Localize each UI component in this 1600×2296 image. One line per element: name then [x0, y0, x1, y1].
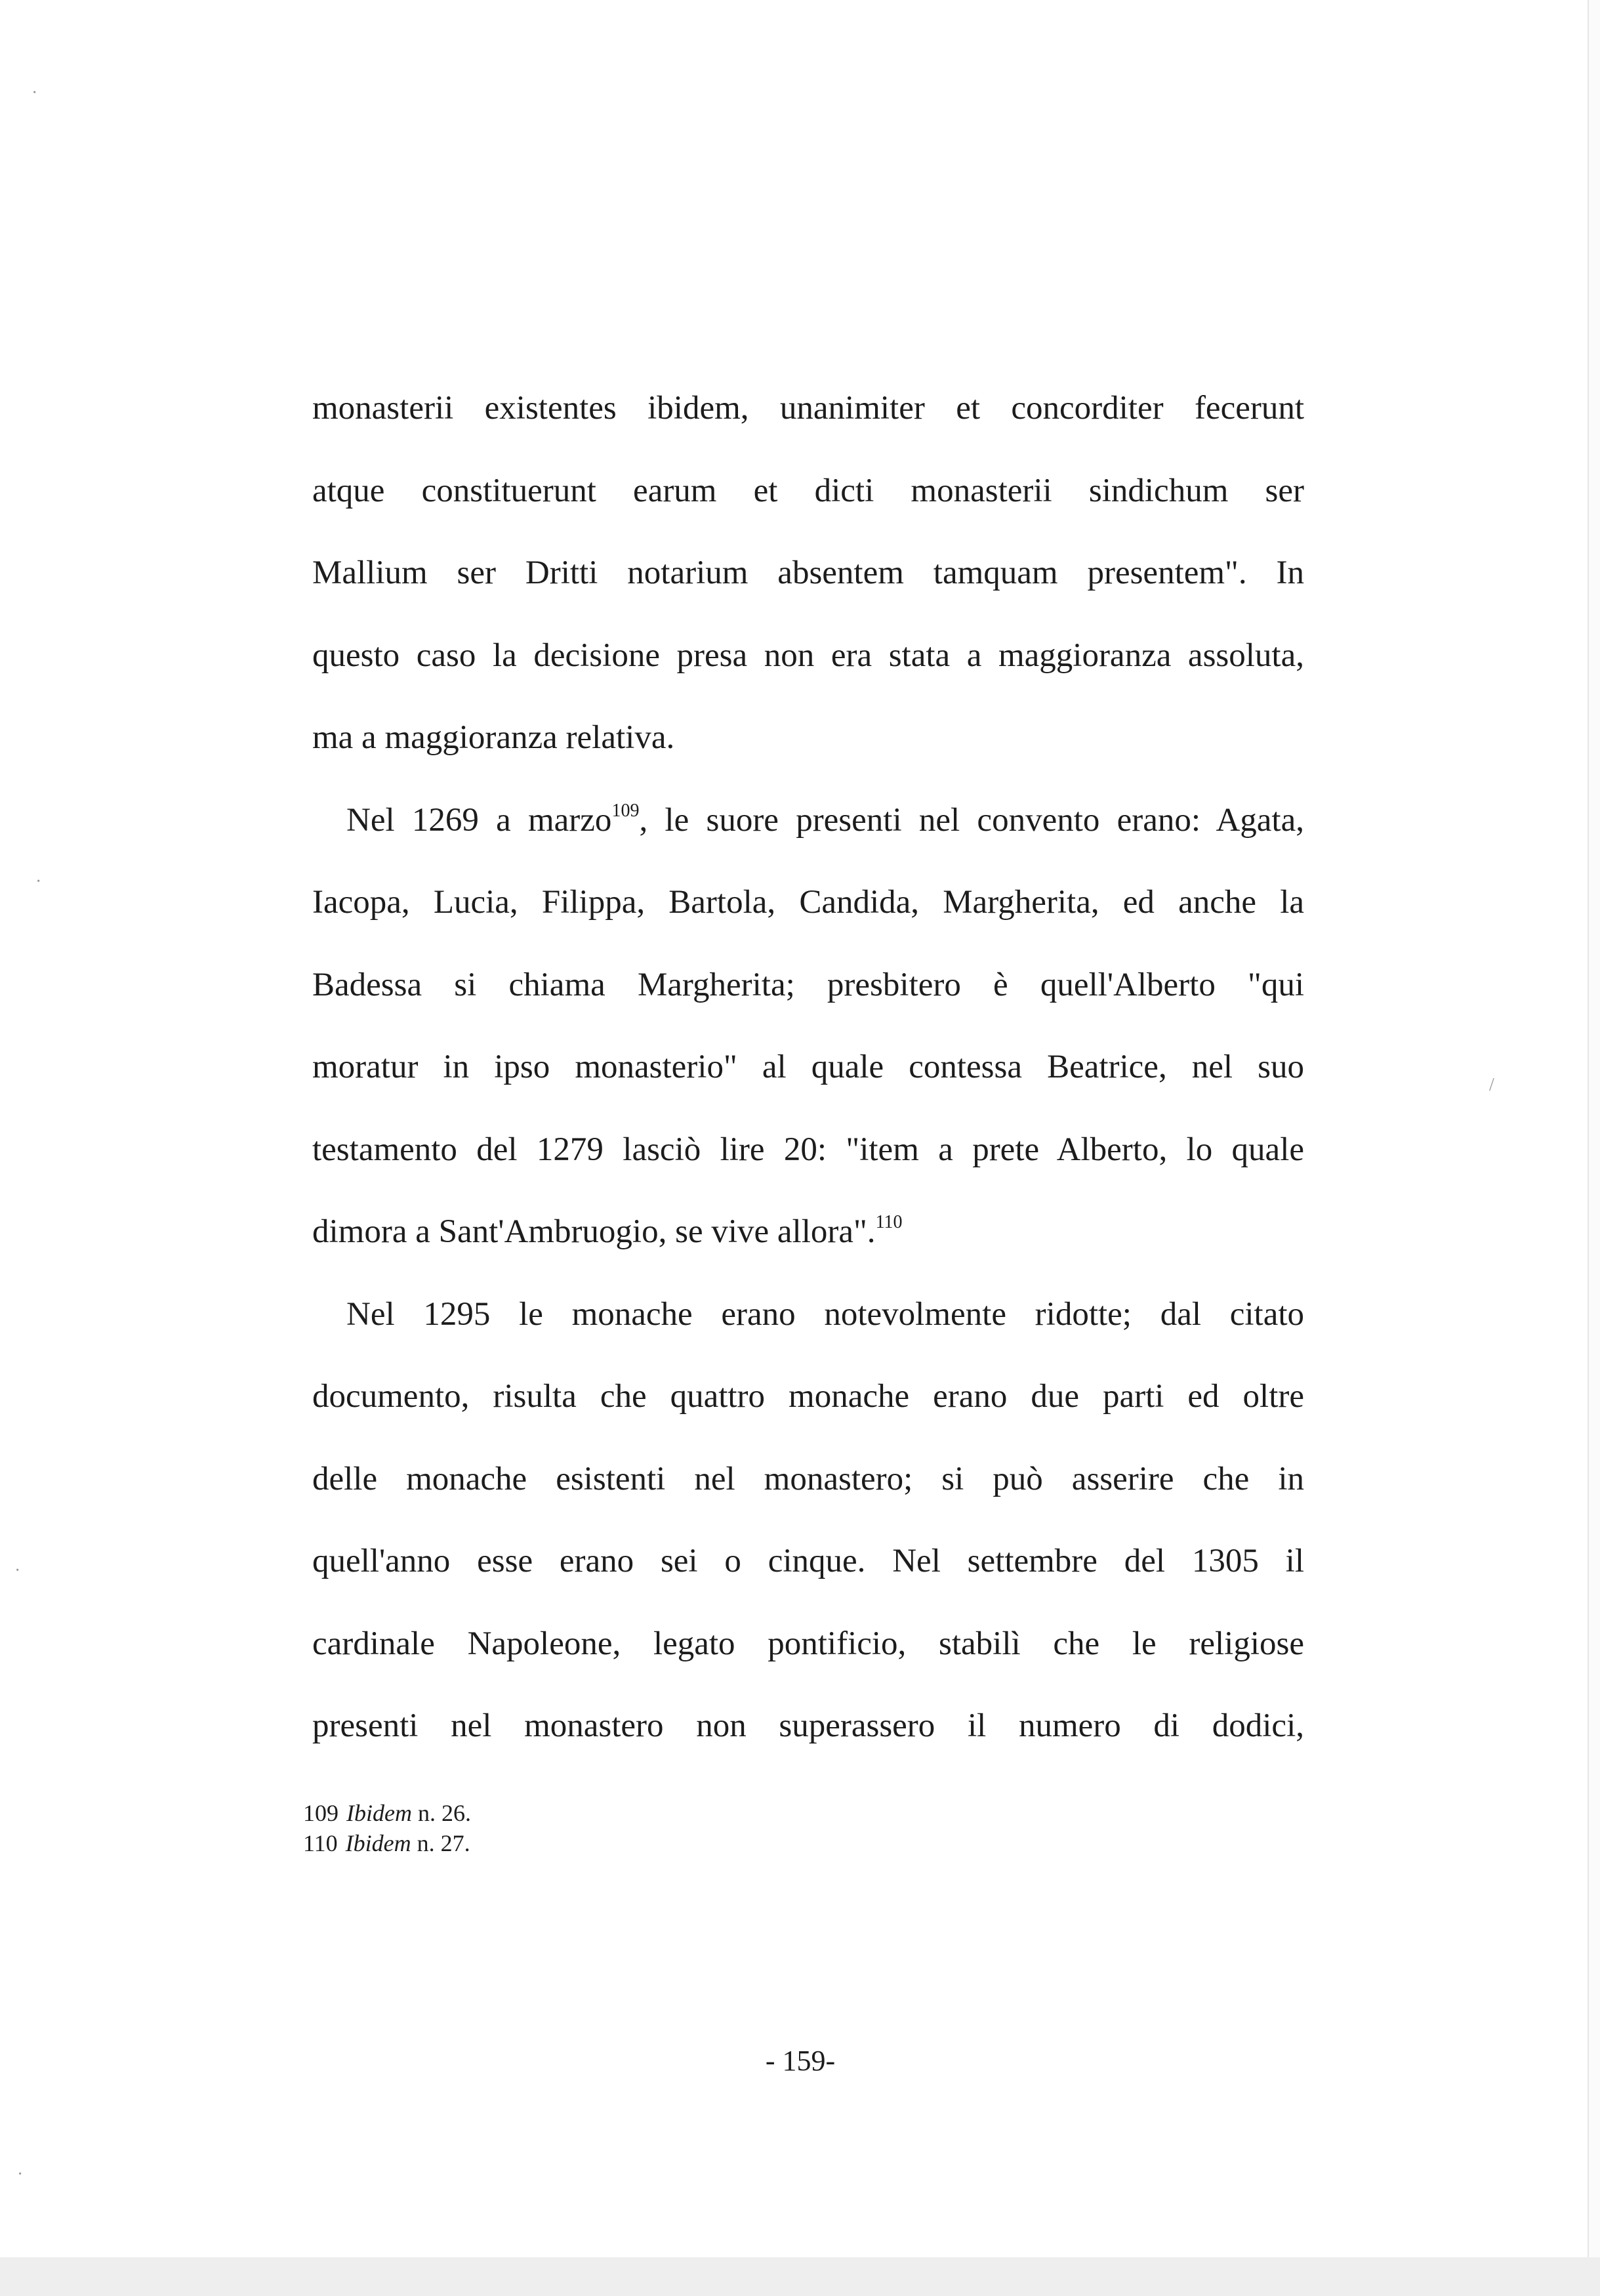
- scan-speck: ·: [17, 2164, 24, 2184]
- footnote-source: Ibidem: [345, 1830, 411, 1856]
- scan-speck: /: [1489, 1075, 1494, 1095]
- text-line: presenti nel monastero non superassero il numero di dodici,: [312, 1707, 1304, 1744]
- text-line: ma a maggioranza relativa.: [312, 719, 675, 756]
- scan-speck: ·: [35, 871, 42, 892]
- scan-edge-bottom: [0, 2257, 1600, 2296]
- footnotes: [303, 1798, 893, 1858]
- text-line: Badessa si chiama Margherita; presbitero è quell'Alberto "qui: [312, 966, 1304, 1003]
- text-line: Nel 1295 le monache erano notevolmente ridotte; dal citato: [346, 1295, 1304, 1333]
- footnote-text: n. 27.: [411, 1830, 470, 1856]
- footnote-text: n. 26.: [411, 1800, 471, 1826]
- scan-edge-right: [1588, 0, 1600, 2257]
- footnote-ref: 110: [875, 1212, 903, 1232]
- footnote-number: 110: [303, 1830, 338, 1856]
- text-line: atque constituerunt earum et dicti monasterii sindichum ser: [312, 472, 1304, 509]
- scan-speck: ·: [31, 83, 38, 103]
- body-text: [312, 367, 1304, 1768]
- text-line: [312, 780, 1304, 862]
- text-line: Iacopa, Lucia, Filippa, Bartola, Candida, Margherita, ed anche la: [312, 884, 1304, 921]
- text-fragment: Nel 1269 a marzo: [346, 801, 612, 839]
- text-line: [312, 1191, 1304, 1274]
- text-line: delle monache esistenti nel monastero; si può asserire che in: [312, 1460, 1304, 1497]
- text-line: moratur in ipso monasterio" al quale contessa Beatrice, nel suo: [312, 1049, 1304, 1085]
- page-number: - 159-: [765, 2045, 836, 2077]
- footnote: [303, 1828, 893, 1858]
- footnote: [303, 1798, 893, 1828]
- footnote-source: Ibidem: [346, 1800, 412, 1826]
- text-line: Mallium ser Dritti notarium absentem tamquam presentem". In: [312, 554, 1304, 591]
- text-fragment: dimora a Sant'Ambruogio, se vive allora".: [312, 1213, 876, 1250]
- text-line: quell'anno esse erano sei o cinque. Nel settembre del 1305 il: [312, 1543, 1304, 1579]
- text-line: testamento del 1279 lasciò lire 20: "item a prete Alberto, lo quale: [312, 1131, 1304, 1168]
- text-line: documento, risulta che quattro monache erano due parti ed oltre: [312, 1378, 1304, 1415]
- text-line: monasterii existentes ibidem, unanimiter et concorditer fecerunt: [312, 390, 1304, 427]
- footnote-number: 109: [303, 1800, 338, 1826]
- scan-speck: ·: [14, 1560, 21, 1581]
- text-fragment: , le suore presenti nel convento erano: Agata,: [639, 801, 1304, 839]
- text-line: questo caso la decisione presa non era stata a maggioranza assoluta,: [312, 637, 1304, 674]
- footnote-ref: 109: [611, 800, 640, 821]
- text-line: cardinale Napoleone, legato pontificio, stabilì che le religiose: [312, 1625, 1304, 1662]
